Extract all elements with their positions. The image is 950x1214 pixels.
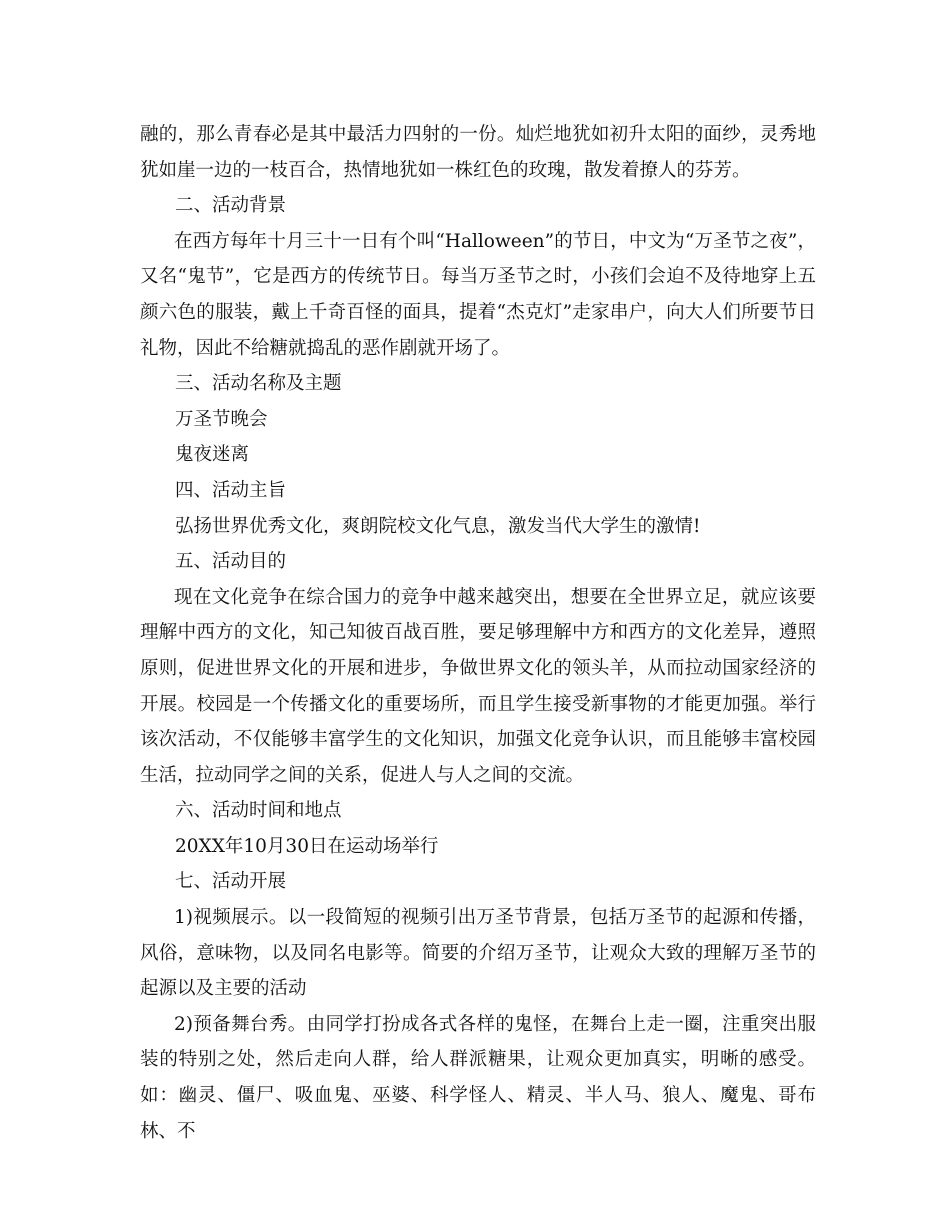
section-heading-activities: 七、活动开展	[175, 871, 287, 893]
paragraph-activity-stage-show: 2)预备舞台秀。由同学打扮成各式各样的鬼怪，在舞台上走一圈，注重突出服装的特别之处，然后走向人群，给人群派糖果，让观众更加真实，明晰的感受。如：幽灵、僵尸、吸血鬼、巫婆、科学怪人、精灵、半人马、狼人、魔鬼、哥布林、不	[140, 1013, 816, 1142]
paragraph-background: 在西方每年十月三十一日有个叫“Halloween”的节日，中文为“万圣节之夜”，又名“鬼节”，它是西方的传统节日。每当万圣节之时，小孩们会迫不及待地穿上五颜六色的服装，戴上千奇百怪的面具，提着“杰克灯”走家串户，向大人们所要节日礼物，因此不给糖就捣乱的恶作剧就开场了。	[140, 230, 816, 359]
section-heading-purpose: 四、活动主旨	[175, 479, 287, 501]
section-heading-background: 二、活动背景	[175, 195, 287, 217]
paragraph-event-name: 万圣节晚会	[175, 408, 268, 430]
paragraph-purpose: 弘扬世界优秀文化，爽朗院校文化气息，激发当代大学生的激情!	[175, 515, 701, 537]
paragraph-time-place: 20XX年10月30日在运动场举行	[175, 835, 439, 857]
section-heading-time-place: 六、活动时间和地点	[175, 800, 342, 822]
document-body	[140, 117, 816, 1149]
paragraph-goals: 现在文化竞争在综合国力的竞争中越来越突出，想要在全世界立足，就应该要理解中西方的文化，知己知彼百战百胜，要足够理解中方和西方的文化差异，遵照原则，促进世界文化的开展和进步，争做世界文化的领头羊，从而拉动国家经济的开展。校园是一个传播文化的重要场所，而且学生接受新事物的才能更加强。举行该次活动，不仅能够丰富学生的文化知识，加强文化竞争认识，而且能够丰富校园生活，拉动同学之间的关系，促进人与人之间的交流。	[140, 586, 816, 786]
section-heading-name-theme: 三、活动名称及主题	[175, 373, 342, 395]
paragraph-event-theme: 鬼夜迷离	[175, 444, 250, 466]
paragraph-continued: 融的，那么青春必是其中最活力四射的一份。灿烂地犹如初升太阳的面纱，灵秀地犹如崖一边的一枝百合，热情地犹如一株红色的玫瑰，散发着撩人的芬芳。	[140, 124, 816, 181]
section-heading-goals: 五、活动目的	[175, 551, 287, 573]
paragraph-activity-video: 1)视频展示。以一段简短的视频引出万圣节背景，包括万圣节的起源和传播，风俗，意味物，以及同名电影等。简要的介绍万圣节，让观众大致的理解万圣节的起源以及主要的活动	[140, 907, 816, 1000]
